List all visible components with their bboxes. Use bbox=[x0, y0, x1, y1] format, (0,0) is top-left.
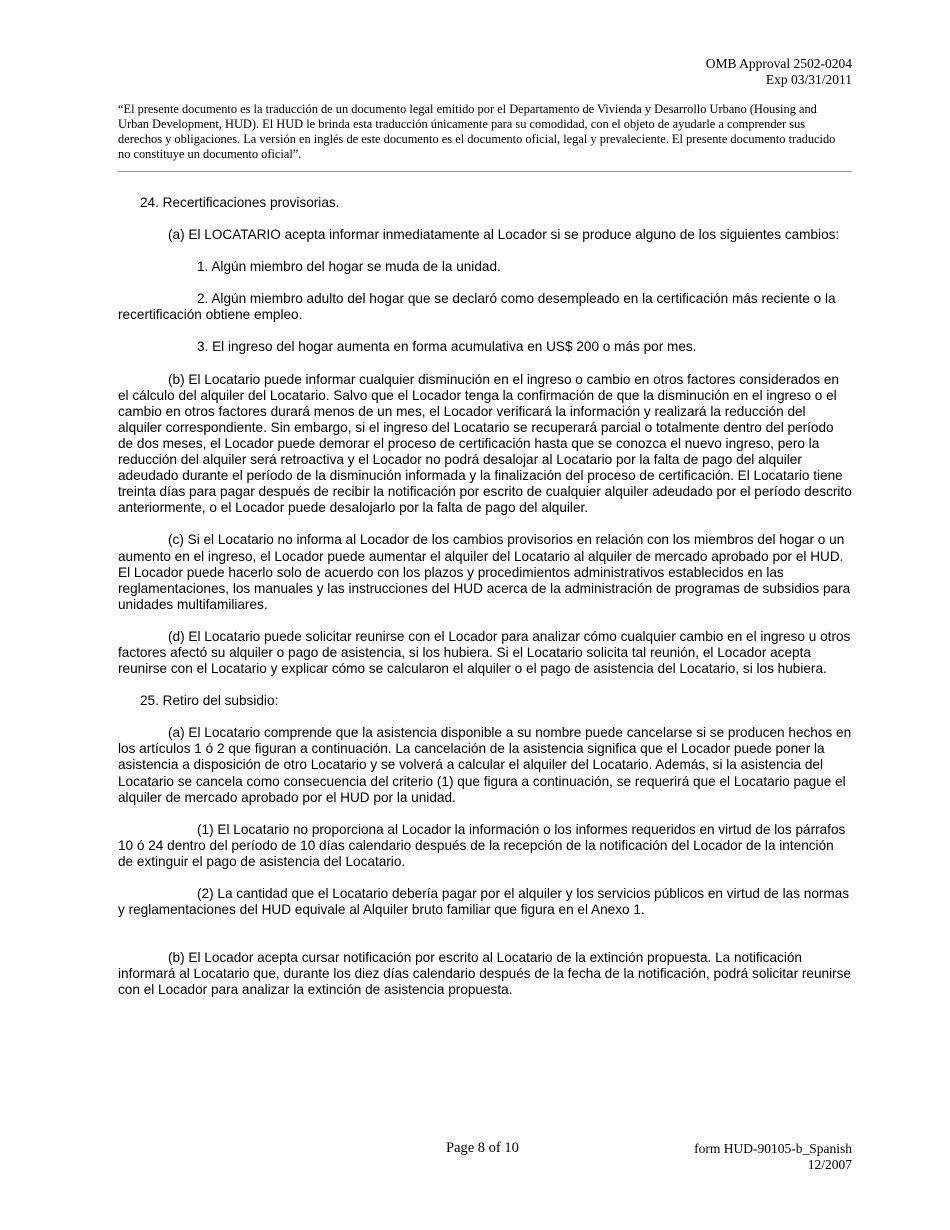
section-25-a: (a) El Locatario comprende que la asistencia disponible a su nombre puede cancelarse si se producen hechos en los artículos 1 ó 2 que figuran a continuación. La cancelación de la asistencia significa que el Locador puede poner la asistencia a disposición de otro Locatario y se volverá a calcular el alquiler del Locatario. Además, si la asistencia del Locatario se cancela como consecuencia del criterio (1) que figura a continuación, se requerirá que el Locatario pague el alquiler de mercado aprobado por el HUD por la unidad. bbox=[118, 725, 852, 805]
form-number: form HUD-90105-b_Spanish bbox=[694, 1141, 852, 1156]
section-25-a-item-1: (1) El Locatario no proporciona al Locador la información o los informes requeridos en virtud de los párrafos 10 ó 24 dentro del período de 10 días calendario después de la recepción de la notificación del Locador de la intención de extinguir el pago de asistencia del Locatario. bbox=[118, 821, 846, 869]
translation-disclaimer: “El presente documento es la traducción de un documento legal emitido por el Departamento de Vivienda y Desarrollo Urbano (Housing and Urban Development, HUD). El HUD le brinda esta traducción únicamente para su comodidad, con el objeto de ayudarle a comprender sus derechos y obligaciones. La versión en inglés de este documento es el documento oficial, legal y prevaleciente. El presente documento traducido no constituye un documento oficial”. bbox=[118, 102, 836, 161]
section-24-b: (b) El Locatario puede informar cualquier disminución en el ingreso o cambio en otros factores considerados en el cálculo del alquiler del Locatario. Salvo que el Locador tenga la confirmación de que la disminución en el ingreso o el cambio en otros factores durará menos de un mes, el Locador verificará la información y realizará la reducción del alquiler correspondiente. Sin embargo, si el ingreso del Locatario se recuperará parcial o totalmente dentro del período de dos meses, el Locador puede demorar el proceso de certificación hasta que se conozca el nuevo ingreso, pero la reducción del alquiler será retroactiva y el Locador no podrá desalojar al Locatario por la falta de pago del alquiler adeudado durante el período de la disminución informada y la finalización del proceso de certificación. El Locatario tiene treinta días para pagar después de recibir la notificación por escrito de cualquier alquiler adeudado por el período descrito anteriormente, o el Locador puede desalojarlo por la falta de pago del alquiler. bbox=[118, 371, 852, 516]
section-24-a-item-3: 3. El ingreso del hogar aumenta en forma acumulativa en US$ 200 o más por mes. bbox=[197, 339, 697, 355]
omb-approval-number: OMB Approval 2502-0204 bbox=[705, 56, 852, 71]
form-identifier-block bbox=[694, 1141, 852, 1173]
section-25-b: (b) El Locador acepta cursar notificación por escrito al Locatario de la extinción propuesta. La notificación informará al Locatario que, durante los diez días calendario después de la fecha de la notificación, podrá solicitar reunirse con el Locador para analizar la extinción de asistencia propuesta. bbox=[118, 950, 851, 998]
section-24-a-item-1: 1. Algún miembro del hogar se muda de la unidad. bbox=[197, 259, 501, 275]
document-body bbox=[118, 195, 852, 1014]
section-25-a-item-2: (2) La cantidad que el Locatario debería pagar por el alquiler y los servicios públicos en virtud de las normas y reglamentaciones del HUD equivale al Alquiler bruto familiar que figura en el Anexo 1. bbox=[118, 886, 850, 918]
header-divider bbox=[118, 171, 852, 172]
section-24-a-item-2: 2. Algún miembro adulto del hogar que se declaró como desempleado en la certificación más reciente o la recertificación obtiene empleo. bbox=[118, 291, 836, 323]
omb-expiration: Exp 03/31/2011 bbox=[765, 72, 852, 87]
section-25-title: 25. Retiro del subsidio: bbox=[140, 693, 279, 709]
section-24-title: 24. Recertificaciones provisorias. bbox=[140, 195, 340, 210]
page-number: Page 8 of 10 bbox=[446, 1140, 519, 1156]
omb-approval-block bbox=[706, 56, 852, 88]
section-24-c: (c) Si el Locatario no informa al Locador de los cambios provisorios en relación con los miembros del hogar o un aumento en el ingreso, el Locador puede aumentar el alquiler del Locatario al alquiler de mercado aprobado por el HUD. El Locador puede hacerlo solo de acuerdo con los plazos y procedimientos administrativos establecidos en las reglamentaciones, los manuales y las instrucciones del HUD acerca de la administración de programas de subsidios para unidades multifamiliares. bbox=[118, 532, 851, 612]
form-date: 12/2007 bbox=[807, 1157, 852, 1172]
section-24-d: (d) El Locatario puede solicitar reunirse con el Locador para analizar cómo cualquier cambio en el ingreso u otros factores afectó su alquiler o pago de asistencia, si los hubiera. Si el Locatario solicita tal reunión, el Locador acepta reunirse con el Locatario y explicar cómo se calcularon el alquiler o el pago de asistencia del Locatario, si los hubiera. bbox=[118, 628, 851, 677]
section-24-a: (a) El LOCATARIO acepta informar inmediatamente al Locador si se produce alguno de los siguientes cambios: bbox=[168, 227, 840, 243]
